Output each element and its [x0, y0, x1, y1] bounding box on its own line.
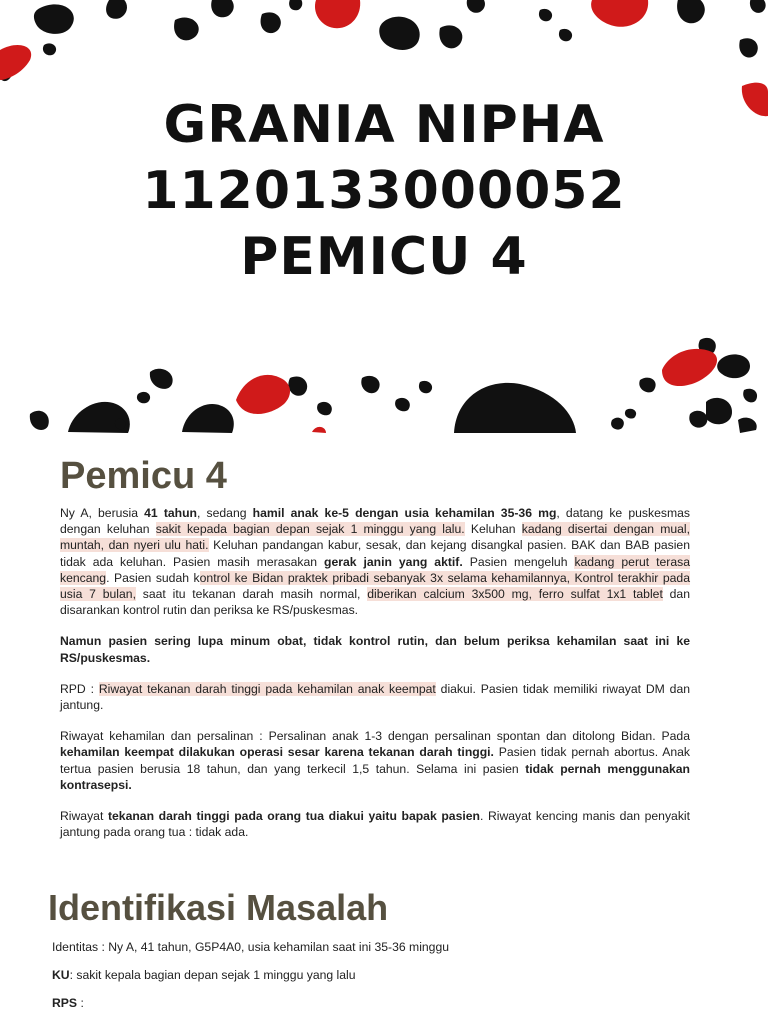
content-page — [0, 433, 768, 1024]
text-run: , sedang — [197, 506, 253, 520]
text-run: , datang ke puskesmas dengan keluhan — [60, 506, 690, 537]
bold-text: tidak pernah menggunakan kontrasepsi. — [60, 761, 691, 792]
text-run: Pasien tidak pernah abortus. Anak tertua pasien berusia 18 tahun, dan yang terkecil 1,5 tahun. Selama ini pasien — [60, 745, 690, 776]
identification-list — [52, 940, 712, 1024]
identitas-line: Identitas : Ny A, 41 tahun, G5P4A0, usia kehamilan saat ini 35-36 minggu — [52, 940, 450, 954]
text-run: Riwayat — [60, 809, 108, 824]
ku-line — [52, 968, 712, 982]
section-title-pemicu: Pemicu 4 — [60, 455, 227, 497]
text-run: Keluhan pandangan kabur, sesak, dan kejang disangkal pasien. BAK dan BAB pasien tidak ada keluhan. Pasien masih merasakan — [60, 538, 690, 569]
highlighted-text: Riwayat tekanan darah tinggi pada kehamilan anak keempat — [98, 681, 436, 696]
case-paragraph-family-history — [60, 808, 690, 840]
text-run: . Pasien sudah k — [106, 570, 200, 585]
bold-text: gerak janin yang aktif. — [324, 554, 463, 569]
text-run: diakui. Pasien tidak memiliki riwayat DM dan jantung. — [60, 681, 690, 713]
highlighted-text: sakit kepada bagian depan sejak 1 minggu yang lalu. — [155, 522, 465, 537]
ku-label: KU — [52, 968, 70, 982]
ku-text: : sakit kepala bagian depan sejak 1 minggu yang lalu — [69, 968, 356, 982]
highlighted-text: diberikan calcium 3x500 mg, ferro sulfat 1x1 tablet — [367, 587, 663, 602]
text-run: saat itu tekanan darah masih normal, — [135, 587, 368, 602]
text-run: dan disarankan kontrol rutin dan periksa ke RS/puskesmas. — [60, 587, 690, 618]
rps-line — [52, 996, 712, 1010]
bold-text: 41 tahun — [144, 506, 197, 520]
text-run: Riwayat kehamilan dan persalinan : Persalinan anak 1-3 dengan persalinan spontan dan ditolong Bidan. Pada — [60, 729, 690, 744]
case-paragraph-2 — [60, 633, 690, 665]
highlighted-text: ontrol ke Bidan praktek pribadi sebanyak 3x selama kehamilannya, Kontrol terakhir pada usia 7 bulan, — [60, 570, 690, 602]
cover-title — [0, 92, 768, 290]
cover-subtitle: PEMICU 4 — [240, 227, 528, 287]
rps-text: : — [77, 996, 84, 1010]
case-paragraph-obstetric-history — [60, 728, 690, 793]
text-run: . Riwayat kencing manis dan penyakit jantung pada orang tua : tidak ada. — [60, 809, 691, 840]
student-id: 1120133000052 — [142, 161, 626, 221]
author-name: GRANIA NIPHA — [163, 95, 605, 155]
text-run: RPD : — [60, 681, 99, 696]
bold-text: tekanan darah tinggi pada orang tua diakui yaitu bapak pasien — [107, 809, 480, 824]
section-title-identifikasi: Identifikasi Masalah — [48, 887, 389, 928]
bold-text: hamil anak ke-5 dengan usia kehamilan 35-36 mg — [252, 506, 557, 520]
text-run: Pasien mengeluh — [462, 554, 575, 569]
highlighted-text: kadang disertai dengan mual, muntah, dan nyeri ulu hati. — [60, 522, 691, 553]
cover-page — [0, 0, 768, 433]
case-text — [60, 505, 690, 855]
highlighted-text: kadang perut terasa kencang — [60, 554, 690, 585]
rps-label: RPS — [52, 996, 78, 1010]
bold-text: kehamilan keempat dilakukan operasi sesar karena tekanan darah tinggi. — [60, 745, 494, 760]
text-run: Keluhan — [464, 522, 522, 537]
case-paragraph-rpd — [60, 681, 690, 713]
bold-text: Namun pasien sering lupa minum obat, tidak kontrol rutin, dan belum periksa kehamilan saat ini ke RS/puskesmas. — [60, 634, 690, 665]
case-paragraph-1 — [60, 505, 690, 618]
text-run: Ny A, berusia — [60, 506, 145, 520]
